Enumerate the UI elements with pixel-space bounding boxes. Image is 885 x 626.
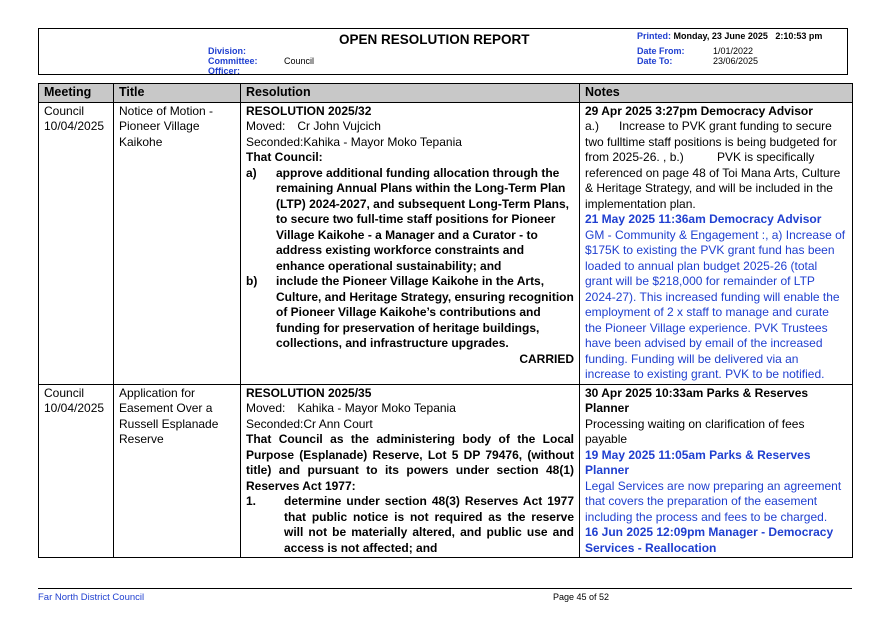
- meeting-name: Council: [44, 385, 85, 400]
- moved-label: Moved:: [246, 401, 286, 415]
- item-marker: 1.: [246, 494, 257, 508]
- seconded-line: [246, 417, 574, 433]
- note-text: a.) Increase to PVK grant funding to secure two fulltime staff positions is being budgeted for from 2025-26. , b.) PVK is specifically referenced on page 48 of Toi Mana Arts, Culture & Heritage Strategy, and will be included in the implementation plan.: [585, 119, 844, 211]
- committee-label: Committee:: [208, 56, 258, 66]
- footer-divider: [38, 588, 852, 589]
- moved-value: Cr John Vujcich: [297, 119, 381, 133]
- resolution-cell: [241, 384, 580, 558]
- note-text: Processing waiting on clarification of fees payable: [585, 416, 805, 446]
- notes-cell: [580, 384, 853, 558]
- title-cell: Notice of Motion - Pioneer Village Kaikohe: [114, 102, 241, 384]
- resolution-number: RESOLUTION 2025/35: [246, 385, 372, 400]
- item-text: approve additional funding allocation through the remaining Annual Plans within the Long-Term Plan (LTP) 2024-2027, and subsequent Long-Term Plans, to secure two full-time staff positions for Pioneer Village Kaikohe - a Manager and a Curator - to address existing workforce constraints and enhance operational sustainability; and: [276, 165, 569, 273]
- item-marker: b): [246, 274, 258, 288]
- footer-page-number: Page 45 of 52: [553, 592, 610, 602]
- item-marker: a): [246, 165, 257, 180]
- title-cell: Application for Easement Over a Russell Esplanade Reserve: [114, 384, 241, 558]
- printed-line: [637, 31, 822, 41]
- note-heading: 16 Jun 2025 12:09pm Manager - Democracy Services - Reallocation: [585, 525, 834, 555]
- resolution-intro: That Council as the administering body of the Local Purpose (Esplanade) Reserve, Lot 5 DP 79476, (without title) and pursuant to its powers under section 48(1) Reserves Act 1977:: [246, 432, 574, 493]
- column-header-title: Title: [114, 84, 241, 103]
- moved-line: [246, 401, 574, 417]
- item-text: include the Pioneer Village Kaikohe in the Arts, Culture, and Heritage Strategy, ensuring recognition of Pioneer Village Kaikohe’s contributions and funding for preservation of heritage buildings, collections, and infrastructure upgrades.: [276, 274, 574, 350]
- report-title: OPEN RESOLUTION REPORT: [339, 32, 530, 47]
- note-heading: 19 May 2025 11:05am Parks & Reserves Planner: [585, 447, 811, 477]
- notes-cell: [580, 102, 853, 384]
- meeting-cell: [39, 384, 114, 558]
- note-text: Legal Services are now preparing an agreement that covers the preparation of the easement including the process and fees to be charged.: [585, 478, 842, 524]
- resolution-item: [246, 166, 574, 275]
- meeting-date: 10/04/2025: [44, 401, 105, 415]
- note-heading: 21 May 2025 11:36am Democracy Advisor: [585, 212, 822, 226]
- note-heading: 30 Apr 2025 10:33am Parks & Reserves Planner: [585, 385, 809, 415]
- date-to-value: 23/06/2025: [713, 56, 759, 66]
- moved-label: Moved:: [246, 119, 286, 133]
- resolution-cell: [241, 102, 580, 384]
- resolution-outcome: CARRIED: [519, 351, 574, 366]
- resolution-intro: That Council:: [246, 150, 323, 164]
- date-from-label: Date From:: [637, 46, 685, 56]
- seconded-label: Seconded:: [246, 416, 304, 431]
- table-header-row: [39, 84, 853, 103]
- date-from-value: 1/01/2022: [713, 46, 754, 56]
- table-row: [39, 384, 853, 558]
- printed-label: Printed:: [637, 31, 672, 41]
- resolutions-table: [38, 83, 853, 558]
- division-label: Division:: [208, 46, 247, 56]
- seconded-value: Cr Ann Court: [303, 416, 373, 431]
- table-row: [39, 102, 853, 384]
- resolution-item: [246, 494, 574, 556]
- footer-organisation: Far North District Council: [38, 592, 145, 603]
- seconded-line: [246, 135, 574, 151]
- date-to-label: Date To:: [637, 56, 673, 66]
- resolution-number: RESOLUTION 2025/32: [246, 103, 372, 118]
- meeting-name: Council: [44, 103, 85, 118]
- moved-value: Kahika - Mayor Moko Tepania: [297, 401, 456, 415]
- meeting-date: 10/04/2025: [44, 119, 105, 133]
- officer-label: Officer:: [208, 66, 241, 76]
- seconded-label: Seconded:: [246, 134, 304, 149]
- meeting-cell: [39, 102, 114, 384]
- note-text: GM - Community & Engagement :, a) Increase of $175K to existing the PVK grant fund has been loaded to annual plan budget 2025-26 (total grant will be $218,000 for remainder of LTP 2024-27). This increased funding will enable the employment of 2 x staff to manage and curate the Pioneer Village experience. PVK Trustees have been advised by email of the increased funding. Funding will be delivered via an increase to existing grant. PVK to be notified.: [585, 227, 846, 381]
- committee-value: Council: [284, 56, 315, 66]
- seconded-value: Kahika - Mayor Moko Tepania: [303, 134, 462, 149]
- moved-line: [246, 119, 574, 135]
- column-header-resolution: Resolution: [241, 84, 580, 103]
- report-header: [38, 28, 848, 75]
- note-heading: 29 Apr 2025 3:27pm Democracy Advisor: [585, 103, 813, 118]
- column-header-meeting: Meeting: [39, 84, 114, 103]
- column-header-notes: Notes: [580, 84, 853, 103]
- resolution-item: [246, 274, 574, 352]
- printed-value: Monday, 23 June 2025 2:10:53 pm: [673, 31, 823, 41]
- item-text: determine under section 48(3) Reserves Act 1977 that public notice is not required as the reserve will not be materially altered, and public use and access is not affected; and: [284, 494, 574, 555]
